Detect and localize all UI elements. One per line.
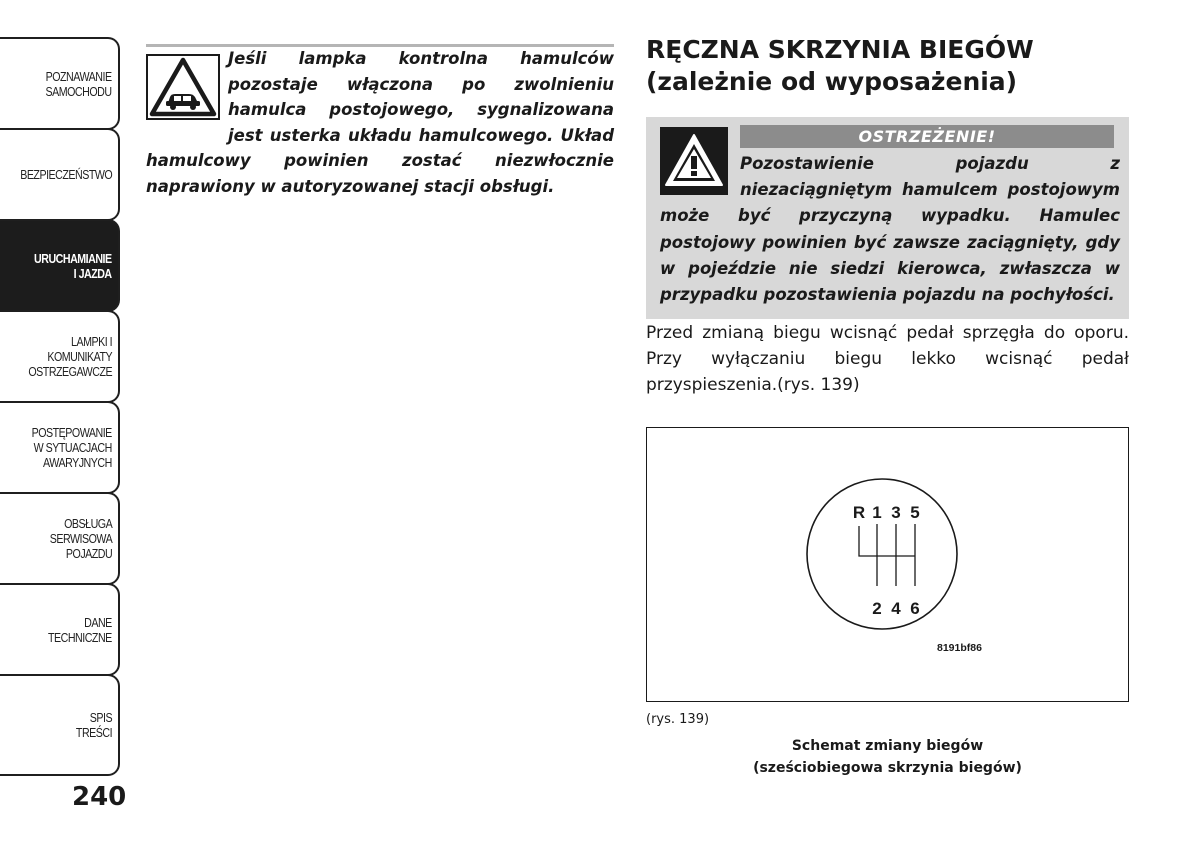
- tab-dane-techniczne[interactable]: [0, 583, 120, 676]
- warning-header: OSTRZEŻENIE!: [740, 125, 1114, 148]
- figure-caption-line1: Schemat zmiany biegów: [791, 738, 984, 754]
- section-title-line1: RĘCZNA SKRZYNIA BIEGÓW: [646, 35, 1034, 64]
- tab-label: POZNAWANIE SAMOCHODU: [45, 68, 112, 99]
- tab-uruchamianie-i-jazda[interactable]: [0, 219, 120, 312]
- tab-lampki-i-komunikaty[interactable]: [0, 310, 120, 403]
- tab-bezpieczenstwo[interactable]: [0, 128, 120, 221]
- gear-label-3: 3: [891, 503, 901, 522]
- tab-label: POSTĘPOWANIE W SYTUACJACH AWARYJNYCH: [31, 425, 112, 470]
- warning-text-block: [660, 151, 1120, 308]
- page-number: 240: [72, 782, 127, 812]
- tab-label: LAMPKI I KOMUNIKATY OSTRZEGAWCZE: [28, 334, 112, 379]
- gear-label-4: 4: [891, 599, 901, 618]
- figure-reference: (rys. 139): [646, 712, 710, 727]
- section-title-line2: (zależnie od wyposażenia): [646, 67, 1018, 96]
- tab-label: SPIS TREŚCI: [75, 710, 112, 740]
- tab-postepowanie-awaryjne[interactable]: [0, 401, 120, 494]
- tab-spis-tresci[interactable]: [0, 674, 120, 776]
- tab-label: DANE TECHNICZNE: [48, 614, 112, 645]
- warning-box: [646, 117, 1129, 319]
- figure-caption: [646, 735, 1129, 779]
- gear-label-1: 1: [872, 503, 882, 522]
- figure-caption-line2: (sześciobiegowa skrzynia biegów): [753, 760, 1022, 776]
- icon-spacer: [146, 46, 228, 124]
- tab-obsluga-serwisowa[interactable]: [0, 492, 120, 585]
- tab-poznawanie-samochodu[interactable]: [0, 37, 120, 130]
- gear-label-6: 6: [910, 599, 920, 618]
- pattern-line-r: [859, 526, 915, 556]
- figure-code: 8191bf86: [937, 642, 982, 654]
- gear-label-5: 5: [910, 503, 920, 522]
- section-title: [646, 34, 1136, 98]
- brake-warning-note: [146, 46, 614, 199]
- shift-pattern-lines: [859, 524, 915, 586]
- brake-warning-text: Jeśli lampka kontrolna hamulców pozostaje włączona po zwolnieniu hamulca postojowego, sygnalizowana jest usterka układu hamulcowego. Układ hamulcowy powinien zostać niezwłocznie naprawiony w autoryzowanej stacji obsługi.: [146, 49, 614, 196]
- gear-shift-figure: [646, 427, 1129, 702]
- tab-label: OBSŁUGA SERWISOWA POJAZDU: [49, 516, 112, 561]
- tab-label: BEZPIECZEŃSTWO: [19, 167, 112, 182]
- gear-change-paragraph: Przed zmianą biegu wcisnąć pedał sprzęgła do oporu. Przy wyłączaniu biegu lekko wcisnąć pedał przyspieszenia.(rys. 139): [646, 323, 1129, 395]
- gear-label-r: R: [852, 503, 866, 522]
- shift-knob-circle: [807, 479, 957, 629]
- tab-label: URUCHAMIANIE I JAZDA: [34, 250, 112, 281]
- gear-shift-diagram: [647, 428, 1127, 700]
- icon-spacer: [660, 151, 740, 201]
- warning-text: Pozostawienie pojazdu z niezaciągniętym hamulcem postojowym może być przyczyną wypadku. Hamulec postojowy powinien być zawsze zaciągnięty, gdy w pojeździe nie siedzi kierowca, zwłaszcza w przypadku pozostawienia pojazdu na pochyłości.: [660, 154, 1120, 305]
- gear-label-2: 2: [872, 599, 882, 618]
